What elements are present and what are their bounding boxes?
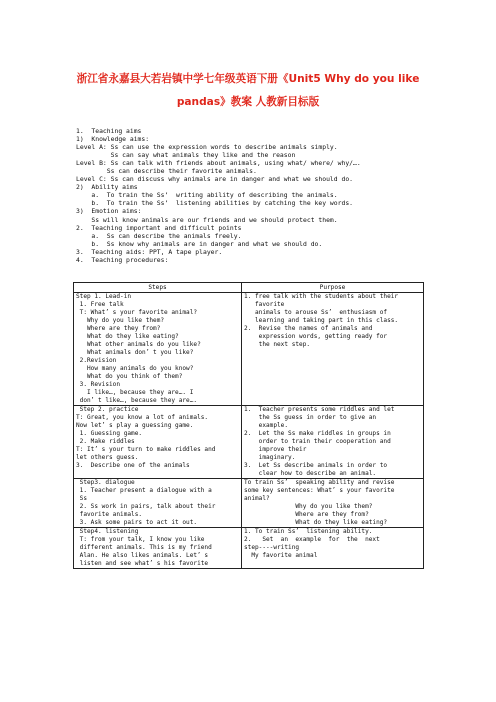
steps-line: Step 2. practice [76,406,139,413]
steps-cell [74,293,242,406]
purpose-line: the Ss guess in order to give an [244,414,377,421]
steps-line: 3. Ask some pairs to act it out. [76,519,198,526]
table-row [74,479,424,528]
steps-line: Where are they from? [76,325,161,332]
body-line: Ss can describe their favorite animals. [76,167,257,176]
document-title-line-1: 浙江省永嘉县大若岩镇中学七年级英语下册《Unit5 Why do you like [76,73,420,85]
steps-cell [74,479,242,528]
purpose-line: 3. Let Ss describe animals in order to [244,462,388,469]
steps-line: What animals don’ t you like? [76,349,194,356]
purpose-line: What do they like eating? [244,519,388,526]
purpose-line: Where are they from? [244,511,369,518]
purpose-cell [242,479,424,528]
steps-line: 2. Make riddles [76,438,135,445]
table-header-steps: Steps [74,283,242,293]
body-line: 3. Teaching aids: PPT, A tape player. [76,247,223,256]
steps-line: 3. Describe one of the animals [76,462,190,469]
steps-line: Why do you like them? [76,317,165,324]
purpose-line: Why do you like them? [244,503,373,510]
purpose-cell [242,406,424,479]
steps-line: 1. Guessing game. [76,430,143,437]
steps-line: 1. Free talk [76,301,124,308]
steps-line: Step4. listening [76,528,139,535]
purpose-line: step----writing [244,544,300,551]
purpose-cell [242,293,424,406]
steps-line: T: from your talk, I know you like [76,536,205,543]
teaching-procedures-table [73,282,424,569]
purpose-line: order to train their cooperation and [244,438,391,445]
steps-line: favorite animals. [76,511,143,518]
body-line: 2. Teaching important and difficult points [76,223,242,232]
steps-line: What do they like eating? [76,333,179,340]
steps-line: Ss [76,495,88,502]
steps-line: Step3. dialogue [76,479,135,486]
table-row [74,406,424,479]
table-header-purpose: Purpose [242,283,424,293]
steps-line: T: Great, you know a lot of animals. [76,414,209,421]
purpose-line: improve their [244,446,307,453]
steps-line: How many animals do you know? [76,365,194,372]
purpose-line: 1. free talk with the students about their [244,293,399,300]
purpose-line: 2. Revise the names of animals and [244,325,373,332]
steps-line: What do you think of them? [76,373,183,380]
steps-line: don’ t like…, because they are…. [76,397,198,404]
steps-line: Step 1. Lead-in [76,293,132,300]
purpose-line: the next step. [244,341,311,348]
steps-line: 2. Ss work in pairs, talk about their [76,503,216,510]
body-line: 4. Teaching procedures: [76,255,169,264]
steps-line: listen and see what’ s his favorite [76,560,209,567]
steps-line: T: It’ s your turn to make riddles and [76,446,216,453]
steps-line: 1. Teacher present a dialogue with a [76,487,212,494]
steps-line: different animals. This is my friend [76,544,212,551]
purpose-line: To train Ss’ speaking ability and revise [244,479,395,486]
body-line: 3) Emotion aims: [76,207,142,216]
purpose-cell [242,528,424,569]
purpose-line: expression words, getting ready for [244,333,388,340]
teaching-plan-body [76,127,436,264]
steps-line: What other animals do you like? [76,341,201,348]
steps-line: 2.Revision [76,357,117,364]
body-line: 1. Teaching aims [76,127,142,135]
steps-line: I like…, because they are…. I [76,389,194,396]
purpose-line: learning and taking part in this class. [244,317,399,324]
purpose-line: animal? [244,495,270,502]
body-line: 1) Knowledge aims: [76,135,150,144]
body-line: Level B: Ss can talk with friends about animals, using what/ where/ why/…. [76,159,361,168]
steps-line: 3. Revision [76,381,121,388]
body-line: Ss can say what animals they like and the reason [76,151,296,160]
steps-line: Alan. He also likes animals. Let’ s [76,552,209,559]
purpose-line: imaginary. [244,454,296,461]
body-line: b. To train the Ss’ listening abilities by catching the key words. [76,199,354,208]
body-line: 2) Ability aims [76,183,138,192]
table-row [74,293,424,406]
steps-line: T: What’ s your favorite animal? [76,309,198,316]
purpose-line: My favorite animal [244,552,318,559]
table-row [74,528,424,569]
purpose-line: clear how to describe an animal. [244,470,377,477]
steps-line: let others guess. [76,454,139,461]
steps-line: Now let’ s play a guessing game. [76,422,194,429]
steps-cell [74,528,242,569]
body-line: b. Ss know why animals are in danger and what we should do. [76,239,323,248]
body-line: Level A: Ss can use the expression words to describe animals simply. [76,143,338,152]
purpose-line: 2. Set an example for the next [244,536,380,543]
purpose-line: some key sentences: What’ s your favorite [244,487,395,494]
steps-cell [74,406,242,479]
body-line: Ss will know animals are our friends and we should protect them. [76,215,338,224]
purpose-line: favorite [244,301,285,308]
purpose-line: example. [244,422,289,429]
purpose-line: animals to arouse Ss’ enthusiasm of [244,309,388,316]
body-line: Level C: Ss can discuss why animals are in danger and what we should do. [76,175,354,184]
purpose-line: 1. Teacher presents some riddles and let [244,406,395,413]
document-title-line-2: pandas》教案 人教新目标版 [176,96,320,108]
body-line: a. To train the Ss’ writing ability of describing the animals. [76,191,338,200]
purpose-line: 2. Let the Ss make riddles in groups in [244,430,391,437]
body-line: a. Ss can describe the animals freely. [76,231,242,240]
purpose-line: 1. To train Ss’ listening ability. [244,528,373,535]
